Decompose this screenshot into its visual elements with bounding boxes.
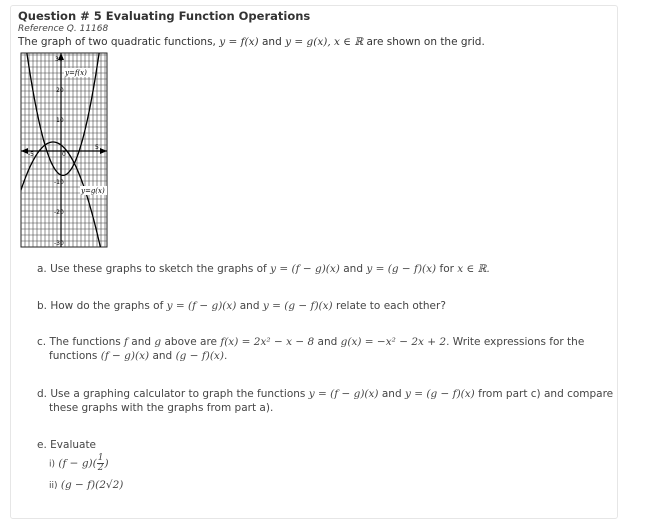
part-c-letter: c. — [37, 336, 47, 348]
part-e — [37, 437, 96, 453]
y-tick-30: 30 — [55, 56, 63, 63]
intro-and: and — [261, 36, 282, 48]
part-c-fdef: f(x) = 2x² − x − 8 — [220, 336, 315, 348]
part-e-letter: e. — [37, 439, 47, 451]
part-b-text1: How do the graphs of — [50, 300, 164, 312]
function-graph — [20, 52, 108, 248]
part-d-line2: these graphs with the graphs from part a). — [49, 402, 274, 414]
part-c-and2: and — [317, 336, 338, 348]
intro-f-expr: y = f(x) — [219, 36, 259, 48]
part-c-line2 — [49, 350, 227, 362]
part-a-expr2: y = (g − f)(x) — [366, 263, 437, 275]
part-c-expr2: (g − f)(x). — [175, 350, 228, 362]
x-tick-neg5: -5 — [28, 151, 34, 158]
part-c-text4: functions — [49, 350, 98, 362]
part-c-gdef: g(x) = −x² − 2x + 2. — [340, 336, 450, 348]
part-d-line1 — [37, 386, 613, 402]
part-d-letter: d. — [37, 388, 48, 400]
part-d-and: and — [381, 388, 402, 400]
part-e-i — [49, 454, 109, 473]
question-intro — [18, 36, 485, 48]
part-c-g: g — [154, 336, 162, 348]
part-d-expr1: y = (f − g)(x) — [308, 388, 379, 400]
x-tick-0: 0 — [62, 151, 66, 158]
part-a-text: Use these graphs to sketch the graphs of — [50, 263, 267, 275]
part-e-i-expr: (f − g)( — [58, 457, 97, 470]
question-reference: Reference Q. 11168 — [18, 24, 109, 34]
x-tick-5: 5 — [95, 144, 99, 151]
part-c-text1: The functions — [49, 336, 121, 348]
f-curve-label: y=f(x) — [65, 69, 87, 77]
y-tick-neg20: -20 — [54, 209, 64, 216]
part-a-letter: a. — [37, 263, 47, 275]
y-tick-20: 20 — [56, 87, 64, 94]
part-d-text1: Use a graphing calculator to graph the functions — [50, 388, 306, 400]
intro-prefix: The graph of two quadratic functions, — [18, 36, 216, 48]
intro-suffix: are shown on the grid. — [366, 36, 485, 48]
part-a — [37, 261, 490, 277]
part-b-expr2: y = (g − f)(x) — [262, 300, 333, 312]
part-e-text: Evaluate — [50, 439, 97, 451]
part-c-text2: above are — [164, 336, 217, 348]
part-d-text2: from part c) and compare — [478, 388, 614, 400]
part-b-text2: relate to each other? — [336, 300, 446, 312]
part-d-expr2: y = (g − f)(x) — [404, 388, 475, 400]
part-c-and3: and — [152, 350, 173, 362]
part-c-text3: Write expressions for the — [452, 336, 585, 348]
part-b-expr1: y = (f − g)(x) — [166, 300, 237, 312]
part-c-expr1: (f − g)(x) — [100, 350, 150, 362]
part-c-f: f — [124, 336, 128, 348]
part-e-i-close: ) — [104, 457, 109, 470]
g-curve-label: y=g(x) — [81, 187, 105, 195]
part-e-ii-label: ii) — [49, 481, 58, 491]
question-title: Question # 5 Evaluating Function Operations — [18, 9, 311, 23]
part-a-for: for — [439, 263, 454, 275]
y-tick-neg30: -30 — [54, 240, 64, 247]
y-tick-10: 10 — [56, 117, 64, 124]
part-e-ii — [49, 479, 123, 491]
part-e-ii-expr: (g − f)(2√2) — [60, 479, 124, 491]
part-b-letter: b. — [37, 300, 48, 312]
y-tick-neg10: -10 — [54, 179, 64, 186]
part-e-i-label: i) — [49, 459, 56, 470]
part-c-and1: and — [131, 336, 152, 348]
part-e-i-denominator: 2 — [97, 463, 104, 473]
part-c-line1 — [37, 334, 584, 350]
intro-g-expr: y = g(x), x ∈ ℝ — [285, 36, 364, 48]
part-b — [37, 298, 446, 314]
part-b-and: and — [239, 300, 260, 312]
part-a-domain: x ∈ ℝ. — [457, 263, 490, 275]
part-a-expr1: y = (f − g)(x) — [270, 263, 340, 275]
part-a-and: and — [343, 263, 364, 275]
part-e-i-numerator: 1 — [97, 453, 104, 463]
